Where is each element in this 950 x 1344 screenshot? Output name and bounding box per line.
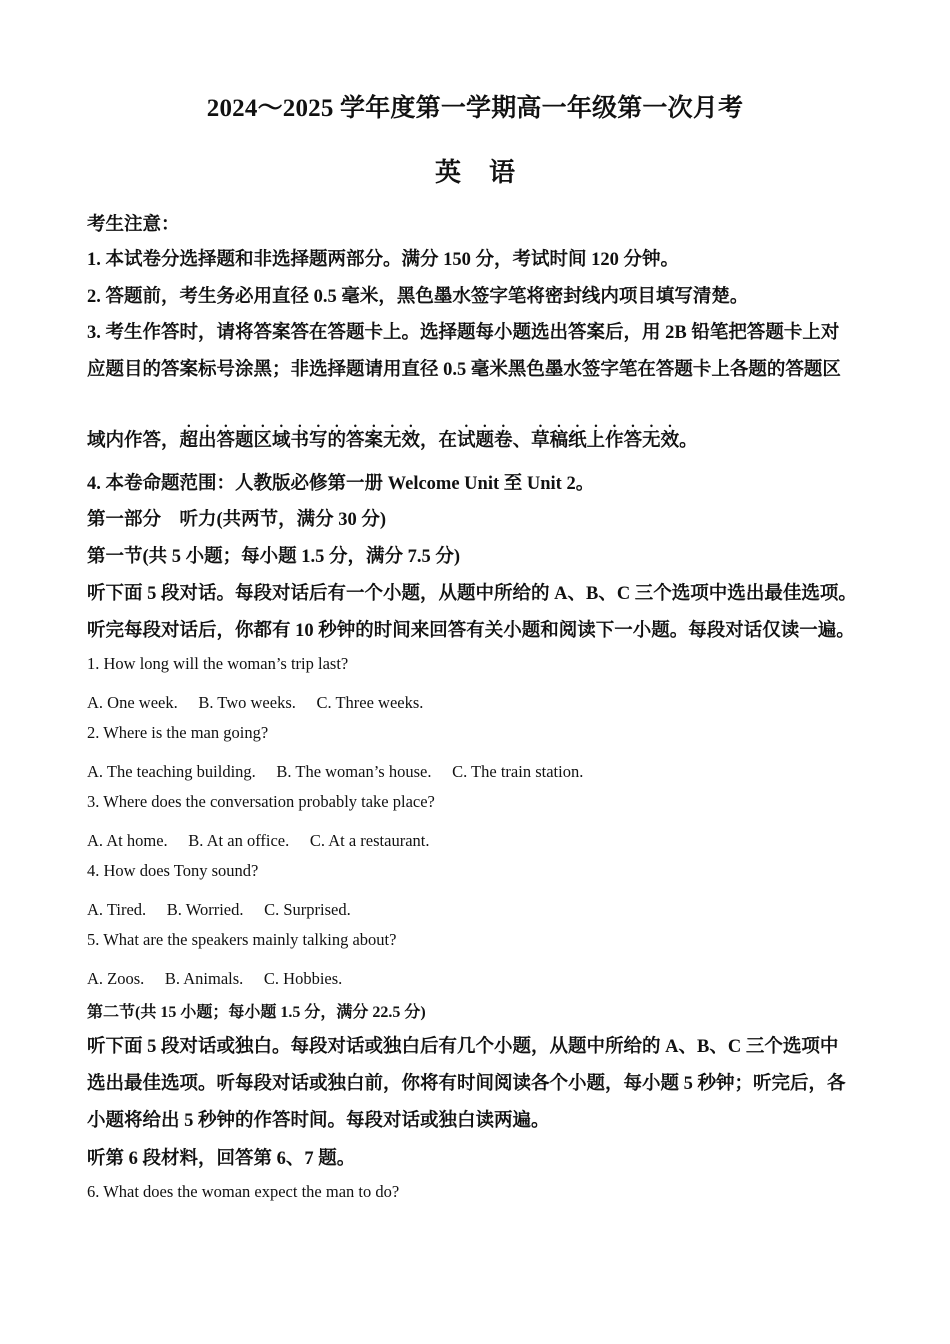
question-5-options: A. Zoos. B. Animals. C. Hobbies. xyxy=(87,969,343,988)
notice-item-4: 4. 本卷命题范围：人教版必修第一册 Welcome Unit 至 Unit 2。 xyxy=(87,474,595,494)
section1-instruction-2: 听完每段对话后，你都有 10 秒钟的时间来回答有关小题和阅读下一小题。每段对话仅读一遍。 xyxy=(87,621,855,641)
subject-title xyxy=(0,152,950,189)
section2-instruction-1: 听下面 5 段对话或独白。每段对话或独白后有几个小题，从题中所给的 A、B、C 三个选项中 xyxy=(87,1037,839,1057)
notice-text: ，在 xyxy=(420,431,458,451)
section1-instruction-1: 听下面 5 段对话。每段对话后有一个小题，从题中所给的 A、B、C 三个选项中选出最佳选项。 xyxy=(87,584,857,604)
notice-text: 域内作答， xyxy=(87,431,180,451)
part1-heading: 第一部分 听力(共两节，满分 30 分) xyxy=(87,510,387,530)
question-1: 1. How long will the woman’s trip last? xyxy=(87,654,349,673)
section2-instruction-2: 选出最佳选项。听每段对话或独白前，你将有时间阅读各个小题，每小题 5 秒钟；听完后，各 xyxy=(87,1074,846,1094)
notice-item-2: 2. 答题前，考生务必用直径 0.5 毫米，黑色墨水签字笔将密封线内项目填写清楚。 xyxy=(87,287,749,307)
emphasis-text: 超出答题区域书写的答案无效 xyxy=(179,431,421,451)
subject-char-1: 英 xyxy=(434,158,461,187)
question-5: 5. What are the speakers mainly talking about? xyxy=(87,930,397,949)
emphasis-text: 试题卷 xyxy=(457,431,513,451)
notice-text: 、 xyxy=(512,431,532,451)
exam-title: 2024～2025 学年度第一学期高一年级第一次月考 xyxy=(206,95,744,122)
notice-item-1: 1. 本试卷分选择题和非选择题两部分。满分 150 分，考试时间 120 分钟。 xyxy=(87,250,680,270)
question-1-options: A. One week. B. Two weeks. C. Three weeks. xyxy=(87,693,424,712)
notice-text: 。 xyxy=(679,431,698,451)
question-2: 2. Where is the man going? xyxy=(87,723,269,742)
section1-heading: 第一节(共 5 小题；每小题 1.5 分，满分 7.5 分) xyxy=(87,547,461,567)
question-3-options: A. At home. B. At an office. C. At a restaurant. xyxy=(87,831,430,850)
section2-instruction-3: 小题将给出 5 秒钟的作答时间。每段对话或独白读两遍。 xyxy=(87,1111,550,1131)
question-4-options: A. Tired. B. Worried. C. Surprised. xyxy=(87,900,351,919)
question-2-options: A. The teaching building. B. The woman’s house. C. The train station. xyxy=(87,762,584,781)
question-6: 6. What does the woman expect the man to do? xyxy=(87,1182,400,1201)
material-6-heading: 听第 6 段材料，回答第 6、7 题。 xyxy=(87,1149,356,1169)
subject-char-2: 语 xyxy=(489,158,516,187)
notice-heading: 考生注意： xyxy=(87,215,180,235)
emphasis-text: 草稿纸上作答无效 xyxy=(531,431,680,451)
notice-item-3-line-3 xyxy=(87,421,887,452)
question-4: 4. How does Tony sound? xyxy=(87,861,259,880)
notice-item-3-line-1: 3. 考生作答时，请将答案答在答题卡上。选择题每小题选出答案后，用 2B 铅笔把答题卡上对 xyxy=(87,323,840,343)
question-3: 3. Where does the conversation probably take place? xyxy=(87,792,435,811)
section2-heading: 第二节(共 15 小题；每小题 1.5 分，满分 22.5 分) xyxy=(87,1004,426,1021)
notice-item-3-line-2: 应题目的答案标号涂黑；非选择题请用直径 0.5 毫米黑色墨水签字笔在答题卡上各题的答题区 xyxy=(87,360,841,380)
